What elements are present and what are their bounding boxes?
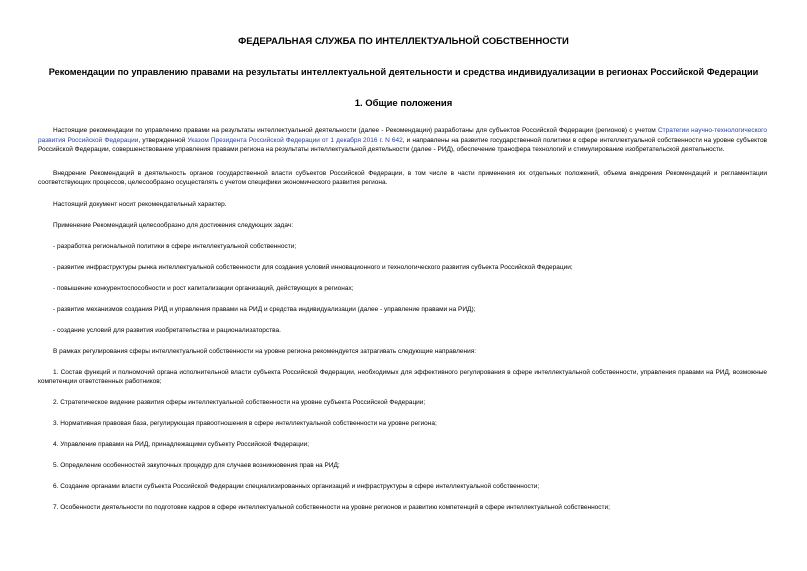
intro-text-1: Настоящие рекомендации по управлению правами на результаты интеллектуальной деятельности (далее - Рекомендации) разработаны для субъектов Российской Федерации (регионов) с учетом (53, 127, 658, 134)
task-item: - создание условий для развития изобретательства и рационализаторства. (53, 326, 281, 334)
decree-link[interactable]: Указом Президента Российской Федерации от 1 декабря 2016 г. N 642 (187, 136, 403, 144)
intro-paragraph (38, 126, 767, 155)
task-item: - развитие инфраструктуры рынка интеллектуальной собственности для создания условий инновационного и технологического развития субъекта Российской Федерации; (53, 263, 573, 271)
directions-intro-paragraph: В рамках регулирования сферы интеллектуальной собственности на уровне региона рекомендуется затрагивать следующие направления: (53, 347, 477, 355)
tasks-intro-paragraph: Применение Рекомендаций целесообразно для достижения следующих задач: (53, 221, 294, 229)
direction-item: 2. Стратегическое видение развития сферы интеллектуальной собственности на уровне субъекта Российской Федерации; (53, 399, 426, 407)
direction-item: 6. Создание органами власти субъекта Российской Федерации специализированных организаций и инфраструктуры в сфере интеллектуальной собственности; (53, 482, 540, 490)
direction-item: 7. Особенности деятельности по подготовке кадров в сфере интеллектуальной собственности на уровне регионов и развитию компетенций в сфере интеллектуальной собственности; (53, 503, 610, 511)
direction-item: 1. Состав функций и полномочий органа исполнительной власти субъекта Российской Федерации, необходимых для эффективного регулирования в сфере интеллектуальной собственности, управления правами на РИД, возможные компетенции ответственных работников; (38, 368, 767, 386)
document-body (38, 126, 767, 524)
advisory-paragraph: Настоящий документ носит рекомендательный характер. (53, 200, 227, 208)
direction-item: 5. Определение особенностей закупочных процедур для случаев возникновения прав на РИД; (53, 461, 340, 469)
agency-heading: ФЕДЕРАЛЬНАЯ СЛУЖБА ПО ИНТЕЛЛЕКТУАЛЬНОЙ СОБСТВЕННОСТИ (238, 36, 569, 47)
intro-text-3: , и направлены на развитие государственной политики в сфере интеллектуальной собственности на уровне субъектов Российской Федерации, совершенствование управления правами региона на результаты интеллектуальной деятельности (далее - РИД), обеспечение трансфера технологий и стимулирование изобретательской деятельности. (38, 136, 768, 154)
intro-text-2: , утвержденной (138, 136, 188, 144)
task-item: - разработка региональной политики в сфере интеллектуальной собственности; (53, 242, 297, 250)
section-heading: 1. Общие положения (354, 98, 453, 109)
document-title: Рекомендации по управлению правами на результаты интеллектуальной деятельности и средства индивидуализации в регионах Российской Федерации (48, 67, 759, 77)
direction-item: 4. Управление правами на РИД, принадлежащими субъекту Российской Федерации; (53, 441, 310, 448)
strategy-link[interactable]: Стратегии научно-технологического развития Российской Федерации (38, 127, 767, 144)
direction-item: 3. Нормативная правовая база, регулирующая правоотношения в сфере интеллектуальной собственности на уровне региона; (53, 420, 437, 428)
task-item: - повышение конкурентоспособности и рост капитализации организаций, действующих в регионах; (53, 284, 354, 292)
task-item: - развитие механизмов создания РИД и управления правами на РИД и средства индивидуализации (далее - управление правами на РИД); (53, 305, 476, 313)
implementation-paragraph: Внедрение Рекомендаций в деятельность органов государственной власти субъектов Российской Федерации, в том числе в части применения их отдельных положений, объема внедрения Рекомендаций и регламентации соответствующих процессов, целесообразно осуществлять с учетом специфики экономического развития региона. (38, 169, 767, 187)
